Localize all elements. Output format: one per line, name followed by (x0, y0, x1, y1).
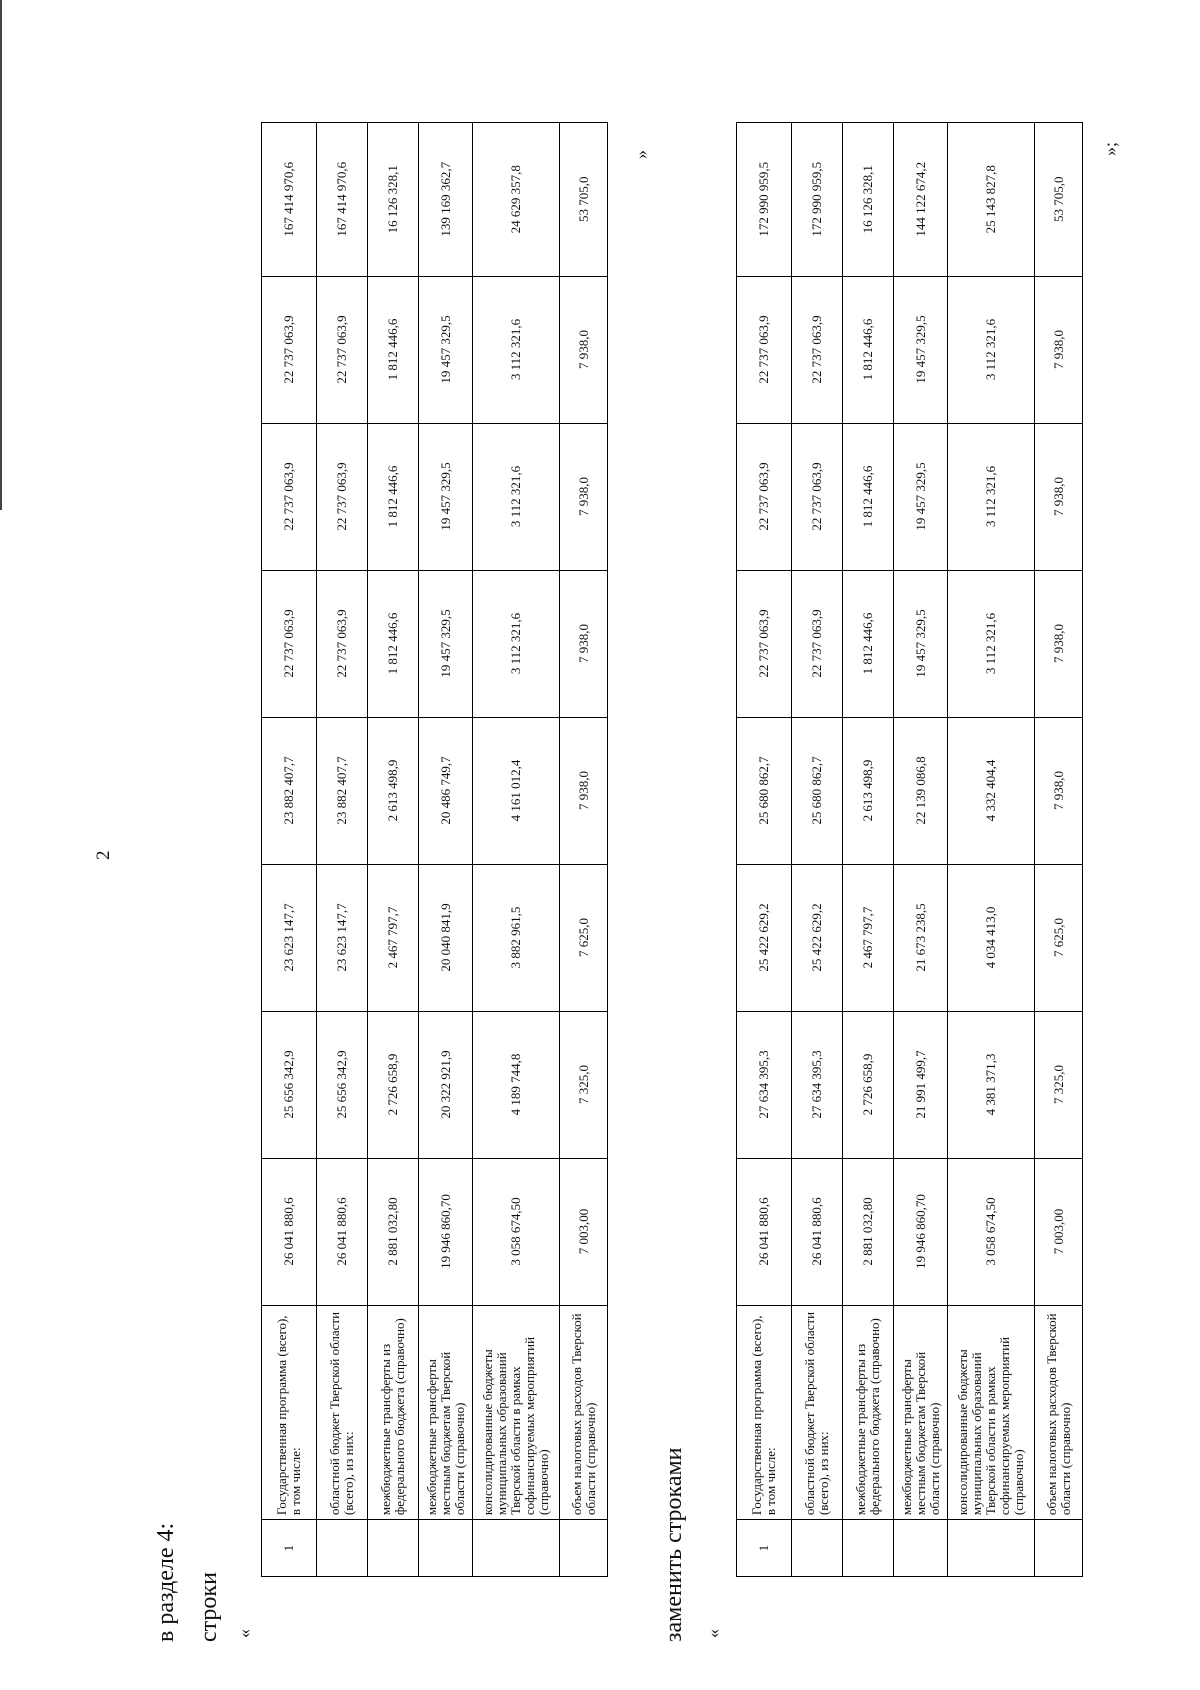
value-cell: 7 003,00 (560, 1158, 608, 1305)
value-cell: 26 041 880,6 (792, 1158, 843, 1305)
value-cell: 22 737 063,9 (317, 276, 368, 423)
value-cell: 19 457 329,5 (894, 276, 948, 423)
new-rows-table (736, 122, 1083, 1577)
value-cell: 25 422 629,2 (737, 864, 792, 1011)
value-cell: 22 737 063,9 (737, 570, 792, 717)
value-cell: 2 881 032,80 (843, 1158, 894, 1305)
value-cell: 26 041 880,6 (262, 1158, 317, 1305)
value-cell: 23 623 147,7 (262, 864, 317, 1011)
section-heading: в разделе 4: (153, 1522, 179, 1642)
row-label-cell: консолидированные бюджеты муниципальных образований Тверской области в рамках софинансируемых мероприятий (справочно) (473, 1305, 560, 1520)
value-cell: 22 737 063,9 (792, 570, 843, 717)
value-cell: 4 189 744,8 (473, 1011, 560, 1158)
row-number-cell (894, 1520, 948, 1577)
value-cell: 27 634 395,3 (737, 1011, 792, 1158)
value-cell: 1 812 446,6 (368, 423, 419, 570)
row-number-cell (1035, 1520, 1083, 1577)
value-cell: 7 325,0 (1035, 1011, 1083, 1158)
table-row (843, 123, 894, 1577)
value-cell: 3 112 321,6 (473, 570, 560, 717)
value-cell: 4 381 371,3 (948, 1011, 1035, 1158)
row-number-cell: 1 (262, 1520, 317, 1577)
value-cell: 22 139 086,8 (894, 717, 948, 864)
value-cell: 2 467 797,7 (368, 864, 419, 1011)
row-number-cell (560, 1520, 608, 1577)
value-cell: 3 882 961,5 (473, 864, 560, 1011)
value-cell: 22 737 063,9 (262, 570, 317, 717)
table-row (894, 123, 948, 1577)
value-cell: 20 040 841,9 (419, 864, 473, 1011)
value-cell: 172 990 959,5 (792, 123, 843, 277)
value-cell: 2 726 658,9 (843, 1011, 894, 1158)
value-cell: 139 169 362,7 (419, 123, 473, 277)
value-cell: 21 673 238,5 (894, 864, 948, 1011)
value-cell: 3 058 674,50 (473, 1158, 560, 1305)
value-cell: 23 882 407,7 (262, 717, 317, 864)
value-cell: 22 737 063,9 (262, 423, 317, 570)
row-number-cell (473, 1520, 560, 1577)
table-row (368, 123, 419, 1577)
row-label-cell: областной бюджет Тверской области (всего), из них: (792, 1305, 843, 1520)
value-cell: 1 812 446,6 (843, 423, 894, 570)
table-row (1035, 123, 1083, 1577)
value-cell: 7 938,0 (560, 570, 608, 717)
opening-quote: « (703, 1629, 723, 1638)
row-number-cell (843, 1520, 894, 1577)
value-cell: 7 625,0 (1035, 864, 1083, 1011)
value-cell: 19 946 860,70 (894, 1158, 948, 1305)
closing-quote-semicolon: »; (1100, 141, 1120, 156)
value-cell: 22 737 063,9 (317, 423, 368, 570)
value-cell: 2 881 032,80 (368, 1158, 419, 1305)
value-cell: 21 991 499,7 (894, 1011, 948, 1158)
value-cell: 22 737 063,9 (262, 276, 317, 423)
value-cell: 7 938,0 (1035, 423, 1083, 570)
value-cell: 3 112 321,6 (473, 423, 560, 570)
value-cell: 2 467 797,7 (843, 864, 894, 1011)
value-cell: 144 122 674,2 (894, 123, 948, 277)
value-cell: 19 457 329,5 (419, 423, 473, 570)
rows-heading: строки (196, 1572, 222, 1642)
table-row (473, 123, 560, 1577)
table-row (737, 123, 792, 1577)
row-label-cell: объем налоговых расходов Тверской области (справочно) (560, 1305, 608, 1520)
value-cell: 25 422 629,2 (792, 864, 843, 1011)
row-number-cell (419, 1520, 473, 1577)
value-cell: 20 322 921,9 (419, 1011, 473, 1158)
table-row (419, 123, 473, 1577)
table-row (948, 123, 1035, 1577)
row-label-cell: Государственная программа (всего), в том числе: (737, 1305, 792, 1520)
value-cell: 3 112 321,6 (948, 276, 1035, 423)
value-cell: 25 656 342,9 (262, 1011, 317, 1158)
value-cell: 2 613 498,9 (368, 717, 419, 864)
table-row (792, 123, 843, 1577)
value-cell: 19 457 329,5 (419, 276, 473, 423)
value-cell: 26 041 880,6 (317, 1158, 368, 1305)
value-cell: 19 946 860,70 (419, 1158, 473, 1305)
value-cell: 4 034 413,0 (948, 864, 1035, 1011)
value-cell: 25 143 827,8 (948, 123, 1035, 277)
replace-heading: заменить строками (661, 1447, 687, 1642)
row-number-cell (792, 1520, 843, 1577)
value-cell: 7 938,0 (560, 423, 608, 570)
value-cell: 22 737 063,9 (792, 423, 843, 570)
value-cell: 22 737 063,9 (317, 570, 368, 717)
value-cell: 7 938,0 (560, 276, 608, 423)
row-label-cell: областной бюджет Тверской области (всего), из них: (317, 1305, 368, 1520)
value-cell: 53 705,0 (560, 123, 608, 277)
value-cell: 1 812 446,6 (843, 570, 894, 717)
value-cell: 26 041 880,6 (737, 1158, 792, 1305)
row-label-cell: межбюджетные трансферты местным бюджетам Тверской области (справочно) (894, 1305, 948, 1520)
value-cell: 172 990 959,5 (737, 123, 792, 277)
row-label-cell: межбюджетные трансферты из федерального бюджета (справочно) (368, 1305, 419, 1520)
value-cell: 22 737 063,9 (737, 276, 792, 423)
value-cell: 3 112 321,6 (948, 423, 1035, 570)
value-cell: 19 457 329,5 (894, 570, 948, 717)
table-row (317, 123, 368, 1577)
value-cell: 25 656 342,9 (317, 1011, 368, 1158)
value-cell: 7 938,0 (560, 717, 608, 864)
row-label-cell: Государственная программа (всего), в том числе: (262, 1305, 317, 1520)
page-number: 2 (93, 850, 114, 860)
value-cell: 23 623 147,7 (317, 864, 368, 1011)
value-cell: 7 938,0 (1035, 570, 1083, 717)
value-cell: 1 812 446,6 (368, 570, 419, 717)
value-cell: 3 112 321,6 (948, 570, 1035, 717)
value-cell: 16 126 328,1 (368, 123, 419, 277)
row-label-cell: объем налоговых расходов Тверской области (справочно) (1035, 1305, 1083, 1520)
table-row (262, 123, 317, 1577)
value-cell: 4 161 012,4 (473, 717, 560, 864)
value-cell: 25 680 862,7 (792, 717, 843, 864)
value-cell: 53 705,0 (1035, 123, 1083, 277)
table-row (560, 123, 608, 1577)
value-cell: 4 332 404,4 (948, 717, 1035, 864)
opening-quote: « (234, 1629, 254, 1638)
value-cell: 19 457 329,5 (894, 423, 948, 570)
value-cell: 1 812 446,6 (368, 276, 419, 423)
value-cell: 1 812 446,6 (843, 276, 894, 423)
value-cell: 7 625,0 (560, 864, 608, 1011)
value-cell: 3 112 321,6 (473, 276, 560, 423)
closing-quote: » (631, 150, 651, 159)
value-cell: 16 126 328,1 (843, 123, 894, 277)
value-cell: 2 613 498,9 (843, 717, 894, 864)
value-cell: 22 737 063,9 (737, 423, 792, 570)
value-cell: 27 634 395,3 (792, 1011, 843, 1158)
value-cell: 3 058 674,50 (948, 1158, 1035, 1305)
value-cell: 167 414 970,6 (262, 123, 317, 277)
value-cell: 7 938,0 (1035, 276, 1083, 423)
row-number-cell (368, 1520, 419, 1577)
row-label-cell: межбюджетные трансферты местным бюджетам Тверской области (справочно) (419, 1305, 473, 1520)
value-cell: 2 726 658,9 (368, 1011, 419, 1158)
row-number-cell (948, 1520, 1035, 1577)
value-cell: 7 003,00 (1035, 1158, 1083, 1305)
row-number-cell: 1 (737, 1520, 792, 1577)
value-cell: 22 737 063,9 (792, 276, 843, 423)
value-cell: 24 629 357,8 (473, 123, 560, 277)
row-label-cell: межбюджетные трансферты из федерального бюджета (справочно) (843, 1305, 894, 1520)
value-cell: 7 325,0 (560, 1011, 608, 1158)
value-cell: 167 414 970,6 (317, 123, 368, 277)
row-label-cell: консолидированные бюджеты муниципальных образований Тверской области в рамках софинансируемых мероприятий (справочно) (948, 1305, 1035, 1520)
value-cell: 23 882 407,7 (317, 717, 368, 864)
old-rows-table (261, 122, 608, 1577)
value-cell: 25 680 862,7 (737, 717, 792, 864)
value-cell: 19 457 329,5 (419, 570, 473, 717)
value-cell: 7 938,0 (1035, 717, 1083, 864)
row-number-cell (317, 1520, 368, 1577)
value-cell: 20 486 749,7 (419, 717, 473, 864)
